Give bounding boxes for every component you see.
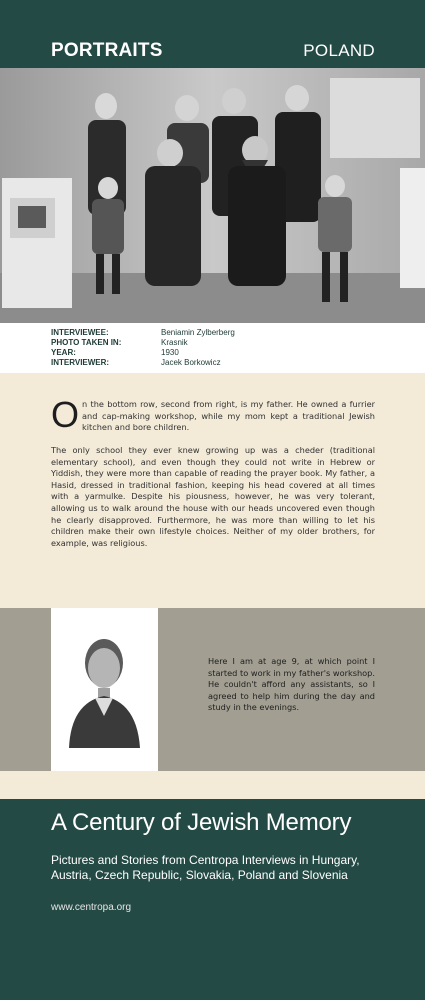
family-photo (0, 68, 425, 323)
header-bar (0, 0, 425, 68)
caption-value: 1930 (161, 348, 179, 357)
spacer-band (0, 771, 425, 799)
caption-label: INTERVIEWER: (51, 358, 110, 367)
section-title: PORTRAITS (51, 40, 163, 61)
footer-subtitle: Pictures and Stories from Centropa Interviews in Hungary, Austria, Czech Republic, Slovakia, Poland and Slovenia (51, 853, 360, 882)
caption-label: YEAR: (51, 348, 76, 357)
story-section (0, 373, 425, 608)
inset-text: Here I am at age 9, at which point I started to work in my father's workshop. He couldn't afford any assistants, so I agreed to help him during the day and study in the evenings. (208, 656, 375, 713)
caption-label: INTERVIEWEE: (51, 328, 109, 337)
footer (0, 799, 425, 1000)
story-paragraph-1 (51, 394, 375, 435)
caption-value: Beniamin Zylberberg (161, 328, 235, 337)
photo-caption (0, 323, 425, 373)
caption-value: Krasnik (161, 338, 188, 347)
inset-band (0, 608, 425, 771)
caption-label: PHOTO TAKEN IN: (51, 338, 122, 347)
footer-url[interactable]: www.centropa.org (51, 902, 132, 913)
story-paragraph-1-text: n the bottom row, second from right, is my father. He owned a furrier and cap-making workshop, while my mom kept a traditional Jewish kitchen and bore children. (82, 399, 375, 433)
boy-portrait (51, 608, 158, 771)
story-paragraph-2: The only school they ever knew growing up was a cheder (traditional elementary school), and even though they could not write in Hebrew or Yiddish, they were more than capable of reading the prayer book. My father, a Hasid, dressed in traditional fashion, keeping his head covered at all times with a yarmulke. Despite his piousness, however, he was very tolerant, allowing us to walk around the house with our heads uncovered even though he clearly disapproved. Furthermore, he was more than willing to let his children make their own lifestyle choices. Neither of my older brothers, for example, was religious. (51, 445, 375, 548)
country-label: POLAND (303, 41, 375, 60)
drop-cap: O (51, 394, 80, 435)
footer-title: A Century of Jewish Memory (51, 809, 352, 836)
caption-value: Jacek Borkowicz (161, 358, 221, 367)
